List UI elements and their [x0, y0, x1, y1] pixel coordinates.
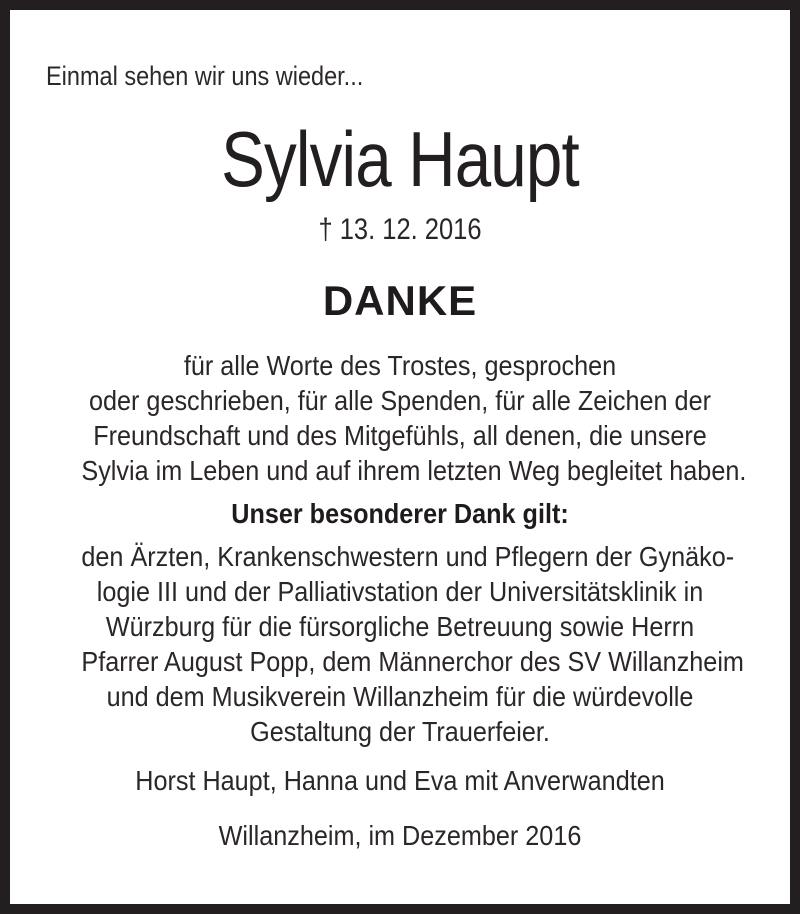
notice-content: [10, 10, 790, 904]
special-thanks-heading: Unser besonderer Dank gilt:: [231, 498, 569, 529]
special-thanks-line: logie III und der Palliativstation der Universitätsklinik in: [96, 576, 704, 607]
thanks-line: Freundschaft und des Mitgefühls, all denen, die unsere: [93, 420, 707, 451]
place-and-date: Willanzheim, im Dezember 2016: [218, 820, 582, 851]
thanks-line: Sylvia im Leben und auf ihrem letzten Weg begleitet haben.: [81, 455, 747, 486]
special-thanks-line: Würzburg für die fürsorgliche Betreuung sowie Herrn: [105, 611, 695, 642]
death-date: † 13. 12. 2016: [318, 213, 482, 246]
opening-phrase: Einmal sehen wir uns wieder...: [46, 61, 364, 91]
deceased-name: Sylvia Haupt: [221, 115, 579, 203]
special-thanks-line: Gestaltung der Trauerfeier.: [250, 716, 550, 747]
special-thanks-line: den Ärzten, Krankenschwestern und Pflegern der Gynäko-: [81, 541, 735, 572]
special-thanks-line: und dem Musikverein Willanzheim für die würdevolle: [106, 681, 694, 712]
family-signature: Horst Haupt, Hanna und Eva mit Anverwandten: [135, 765, 665, 796]
special-thanks-line: Pfarrer August Popp, dem Männerchor des SV Willanzheim: [81, 646, 744, 677]
special-thanks-paragraph: [46, 539, 754, 749]
thanks-line: für alle Worte des Trostes, gesprochen: [183, 350, 617, 381]
thanks-paragraph: [46, 348, 754, 488]
thanks-line: oder geschrieben, für alle Spenden, für alle Zeichen der: [88, 385, 711, 416]
danke-heading: DANKE: [322, 277, 478, 324]
